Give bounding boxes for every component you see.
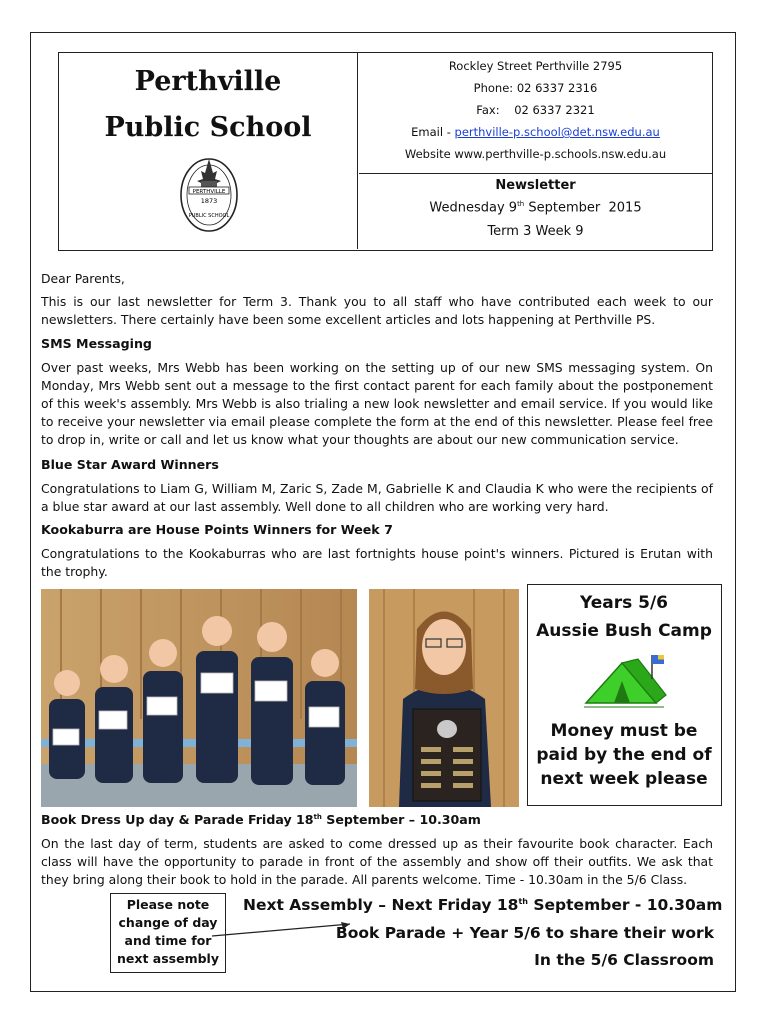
date-suffix: September 2015 <box>524 200 642 216</box>
crest-text-1: PERTHVILLE <box>192 189 226 195</box>
bookday-paragraph: On the last day of term, students are asked to come dressed up as their favourite book character. Each class will have the opportunity to parade in front of the assembly and show off their outfits. We ask that they bring along their book to hold in the parade. All parents welcome. Time - 10.30am in the 5/6 Class. <box>41 836 713 887</box>
bookday-heading-sup: th <box>313 812 322 821</box>
address: Rockley Street Perthville 2795 <box>448 59 623 73</box>
trophy-photo-image <box>369 589 519 807</box>
phone: Phone: 02 6337 2316 <box>473 81 598 95</box>
bookday-heading-post: September – 10.30am <box>321 812 481 827</box>
tent-icon <box>578 651 668 713</box>
group-photo <box>41 589 357 807</box>
note-line4: next assembly <box>117 951 219 966</box>
newsletter-term: Term 3 Week 9 <box>487 224 584 239</box>
next-assembly <box>243 896 722 914</box>
bluestar-paragraph: Congratulations to Liam G, William M, Zaric S, Zade M, Gabrielle K and Claudia K who were the recipients of a blue star award at our last assembly. Well done to all children who are working very hard. <box>41 481 713 514</box>
fax: Fax: 02 6337 2321 <box>476 103 595 117</box>
kookaburra-heading: Kookaburra are House Points Winners for Week 7 <box>41 522 393 537</box>
school-crest-icon <box>179 149 239 233</box>
date-sup: th <box>517 200 525 208</box>
camp-note-line3: next week please <box>540 769 708 789</box>
crest-text-3: PUBLIC SCHOOL <box>188 213 230 219</box>
email-link[interactable]: perthville-p.school@det.nsw.edu.au <box>454 125 660 139</box>
newsletter-title: Newsletter <box>495 178 576 193</box>
camp-notice-box <box>527 584 722 806</box>
camp-title-line2: Aussie Bush Camp <box>536 621 712 641</box>
assembly-pre: Next Assembly – Next Friday 18 <box>243 896 519 914</box>
camp-title-line1: Years 5/6 <box>579 593 669 613</box>
note-line1: Please note <box>126 897 210 912</box>
book-parade-line: Book Parade + Year 5/6 to share their work <box>335 924 714 942</box>
camp-note-line2: paid by the end of <box>536 745 712 765</box>
assembly-sup: th <box>518 896 528 906</box>
kookaburra-paragraph: Congratulations to the Kookaburras who are last fortnights house point's winners. Pictured is Erutan with the trophy. <box>41 546 713 579</box>
bluestar-heading: Blue Star Award Winners <box>41 457 219 472</box>
note-line3: and time for <box>124 933 212 948</box>
bookday-heading-pre: Book Dress Up day & Parade Friday 18 <box>41 812 314 827</box>
date-prefix: Wednesday 9 <box>429 200 518 216</box>
contact-block <box>359 53 712 249</box>
assembly-change-note <box>110 893 226 973</box>
email-label: Email - <box>411 125 455 139</box>
trophy-photo <box>369 589 519 807</box>
crest-text-2: 1873 <box>200 197 218 205</box>
school-name-line2: Public School <box>104 112 312 143</box>
camp-note-line1: Money must be <box>550 721 698 741</box>
website[interactable]: Website www.perthville-p.schools.nsw.edu.au <box>404 147 667 161</box>
assembly-post: September - 10.30am <box>527 896 723 914</box>
bookday-heading <box>41 812 481 827</box>
email-line <box>359 125 712 139</box>
note-line2: change of day <box>118 915 218 930</box>
newsletter-date <box>359 200 712 215</box>
school-name <box>59 59 357 151</box>
classroom-line: In the 5/6 Classroom <box>534 951 714 969</box>
sms-paragraph: Over past weeks, Mrs Webb has been working on the setting up of our new SMS messaging system. On Monday, Mrs Webb sent out a message to the first contact parent for each family about the postponement of this week's assembly. Mrs Webb is also trialing a new look newsletter and email service. If you would like to receive your newsletter via email please complete the form at the end of this newsletter. Please feel free to drop in, write or call and let us know what your thoughts are about our new communication service. <box>41 360 713 447</box>
intro-paragraph: This is our last newsletter for Term 3. Thank you to all staff who have contributed each week to our newsletters. There certainly have been some excellent articles and lots happening at Perthville PS. <box>41 294 713 327</box>
newsletter-info <box>359 173 712 250</box>
school-name-line1: Perthville <box>134 66 282 97</box>
school-title-block <box>59 53 358 249</box>
group-photo-image <box>41 589 357 807</box>
newsletter-header <box>58 52 713 251</box>
sms-heading: SMS Messaging <box>41 336 152 351</box>
greeting: Dear Parents, <box>41 271 125 286</box>
camp-payment-note <box>528 719 720 791</box>
